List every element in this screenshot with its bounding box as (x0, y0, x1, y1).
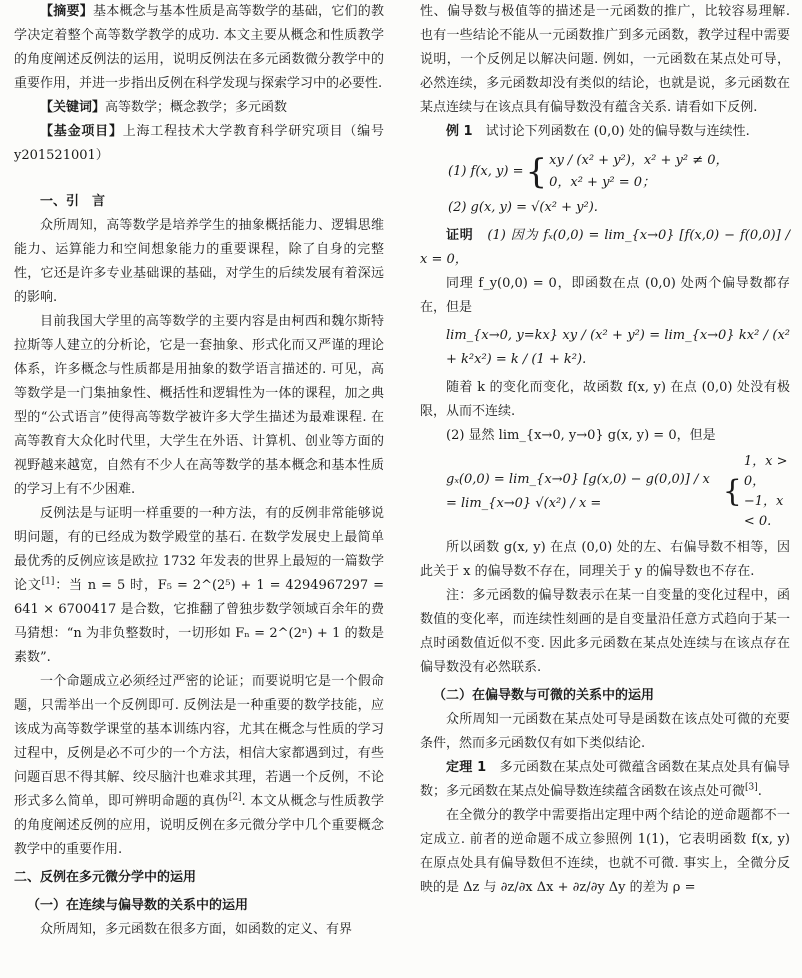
citation-3: [3] (745, 782, 758, 793)
fund-text: 上海工程技术大学教育科学研究项目（编号 y201521001） (14, 124, 384, 163)
right-column (420, 0, 790, 900)
proof-line-1 (420, 224, 790, 272)
intro-paragraph-2: 目前我国大学里的高等数学的主要内容是由柯西和魏尔斯特拉斯等人建立的分析论，它是一套抽象、形式化而又严谨的理论体系，许多概念与性质都是用抽象的数学语言描述的. 可见，高等数学是一门集抽象性、概括性和逻辑性为一体的课程，加之典型的“公式语言”使得高等数学被许多大学生描述为最难课程. 在高等教育大众化时代里，大学生在外语、计算机、创业等方面的视野越来越宽，自然有不少人在高等数学的基本概念和基本性质的学习上有不少困难. (14, 314, 384, 497)
example-1 (420, 120, 790, 144)
f-label: (1) f(x, y) = (448, 164, 524, 179)
theorem-1 (420, 756, 790, 804)
proof-6: gₓ(0,0) = lim_{x→0} [g(x,0) − g(0,0)] / x = lim_{x→0} √(x²) / x = (446, 472, 710, 511)
example-1-text: 试讨论下列函数在 (0,0) 处的偏导数与连续性. (485, 124, 750, 139)
function-g-definition: (2) g(x, y) = √(x² + y²). (448, 200, 598, 215)
intro-p3-text-b: ：当 n = 5 时，F₅ = 2^(2⁵) + 1 = 4294967297 = 641 × 6700417 是合数，它推翻了曾独步数学领域百余年的费马猜想：“n 为非负整数时，一切形如 Fₙ = 2^(2ⁿ) + 1 的数是素数”. (14, 578, 384, 665)
citation-1: [1] (41, 576, 55, 587)
example-1-label: 例 1 (446, 124, 473, 139)
theorem-1-text-a: 多元函数在某点处可微蕴含函数在某点处具有偏导数；多元函数在某点处偏导数连续蕴含函数在该点处可微 (420, 760, 790, 799)
citation-2: [2] (228, 792, 242, 803)
proof-1: (1) 因为 fₓ(0,0) = lim_{x→0} [f(x,0) − f(0,0)] / x = 0， (420, 228, 790, 267)
intro-paragraph-4 (14, 670, 384, 862)
left-column (14, 0, 384, 942)
g-case-1: 1，x > 0， (743, 454, 788, 489)
proof-label: 证明 (446, 228, 474, 243)
proof-limit-equation: lim_{x→0, y=kx} xy / (x² + y²) = lim_{x→0} kx² / (x² + k²x²) = k / (1 + k²). (446, 328, 790, 367)
proof-line-5: (2) 显然 lim_{x→0, y→0} g(x, y) = 0，但是 (446, 428, 716, 443)
subsection-1-paragraph-cont: 性、偏导数与极值等的描述是一元函数的推广，比较容易理解. 也有一些结论不能从一元函数推广到多元函数，教学过程中需要说明，一个反例足以解决问题. 例如，一元函数在某点处可导，必然连续，多元函数却没有类似的结论，也就是说，多元函数在某点连续与在该点具有偏导数没有蕴含关系. 请看如下反例. (420, 4, 790, 115)
intro-paragraph-3 (14, 502, 384, 670)
intro-p3-text-a: 反例法是与证明一样重要的一种方法，有的反例非常能够说明问题，有的已经成为数学殿堂的基石. 在数学发展史上最简单最优秀的反例应该是欧拉 1732 年发表的世界上最短的一篇数学论文 (14, 506, 384, 593)
keywords (14, 96, 384, 120)
f-case-1: xy / (x² + y²)，x² + y² ≠ 0， (549, 153, 729, 168)
proof-line-7: 所以函数 g(x, y) 在点 (0,0) 处的左、右偏导数不相等，因此关于 x 的偏导数不存在，同理关于 y 的偏导数也不存在. (420, 540, 790, 579)
keywords-label: 【关键词】 (40, 100, 106, 115)
intro-heading: 一、引 言 (40, 194, 106, 209)
subsection-1-heading: （一）在连续与偏导数的关系中的运用 (27, 898, 249, 913)
subsection-2-heading: （二）在偏导数与可微的关系中的运用 (433, 688, 655, 703)
fund (14, 120, 384, 168)
function-f-definition: (1) f(x, y) = { xy / (x² + y²)，x² + y² ≠ 0， 0，x² + y² = 0； (448, 152, 729, 192)
intro-paragraph-1: 众所周知，高等数学是培养学生的抽象概括能力、逻辑思维能力、运算能力和空间想象能力的重要课程，除了自身的完整性，它还是许多专业基础课的基础，对学生的后续发展有着深远的影响. (14, 218, 384, 305)
keywords-text: 高等数学；概念教学；多元函数 (105, 100, 288, 115)
theorem-1-text-b: . (757, 784, 762, 799)
proof-line-4: 随着 k 的变化而变化，故函数 f(x, y) 在点 (0,0) 处没有极限，从而不连续. (420, 380, 790, 419)
abstract-label: 【摘要】 (40, 4, 93, 19)
fund-label: 【基金项目】 (40, 124, 123, 139)
note: 注：多元函数的偏导数表示在某一自变量的变化过程中，函数值的变化率，而连续性刻画的是自变量沿任意方式趋向于某一点时函数值近似不变. 因此多元函数在某点处连续与在该点存在偏导数没有必然联系. (420, 588, 790, 675)
g-case-2: −1，x < 0. (743, 494, 784, 529)
subsection-2-paragraph-1: 众所周知一元函数在某点处可导是函数在该点处可微的充要条件，然而多元函数仅有如下类似结论. (420, 712, 790, 751)
abstract-text: 基本概念与基本性质是高等数学的基础，它们的教学决定着整个高等数学教学的成功. 本文主要从概念和性质教学的角度阐述反例法的运用，说明反例法在多元函数微分教学中的重要作用，并进一步指出反例在科学发现与探索学习中的必要性. (14, 4, 384, 91)
intro-p4-text-b: . 本文从概念与性质教学的角度阐述反例的应用，说明反例在多元微分学中几个重要概念教学中的重要作用. (14, 794, 384, 857)
proof-partial-g: gₓ(0,0) = lim_{x→0} [g(x,0) − g(0,0)] / x = lim_{x→0} √(x²) / x = { 1，x > 0， −1，x < 0. (446, 452, 790, 532)
subsection-2-paragraph-2: 在全微分的教学中需要指出定理中两个结论的逆命题都不一定成立. 前者的逆命题不成立参照例 1(1)，它表明函数 f(x, y) 在原点处具有偏导数但不连续，也就不可微. 事实上，全微分反映的是 Δz 与 ∂z/∂x Δx + ∂z/∂y Δy 的差为 ρ = (420, 808, 790, 895)
section-2-heading: 二、反例在多元微分学中的运用 (14, 870, 197, 885)
intro-p4-text-a: 一个命题成立必须经过严密的论证；而要说明它是一个假命题，只需举出一个反例即可. 反例法是一种重要的数学技能，应该成为高等数学课堂的基本训练内容，尤其在概念与性质的学习过程中，反例是必不可少的一个方法，相信大家都遇到过，有些问题百思不得其解、绞尽脑汁也难求其理，若遇一个反例，不论形式多么简单，即可辨明命题的真伪 (14, 674, 384, 809)
abstract (14, 0, 384, 96)
proof-line-2: 同理 f_y(0,0) = 0，即函数在点 (0,0) 处两个偏导数都存在，但是 (420, 276, 790, 315)
theorem-1-label: 定理 1 (446, 760, 487, 775)
subsection-1-paragraph-start: 众所周知，多元函数在很多方面，如函数的定义、有界 (40, 922, 353, 937)
f-case-2: 0，x² + y² = 0； (549, 175, 656, 190)
